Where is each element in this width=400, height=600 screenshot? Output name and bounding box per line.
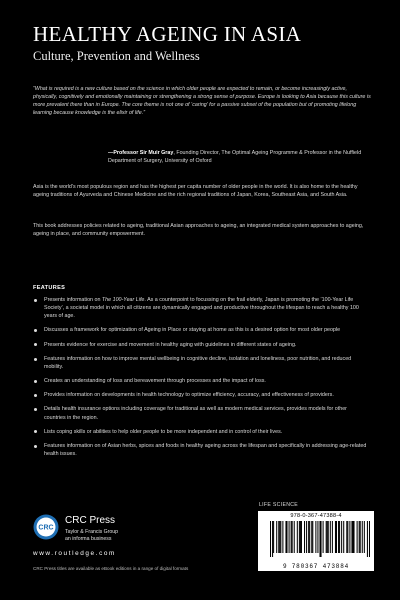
feature-item: Details health insurance options including coverage for traditional as well as modern medical services, provides models for other countries in the region. xyxy=(33,405,369,421)
barcode-bar xyxy=(330,521,331,553)
publisher-group: Taylor & Francis Group xyxy=(65,529,119,535)
publisher-tagline: an informa business xyxy=(65,536,112,542)
description-paragraph-1: Asia is the world’s most populous region and has the highest per capita number of older people in the world. It is also home to the healthy ageing traditions of Ayurveda and Chinese Medicine and the rich regional traditions of Japan, Korea, Southeast Asia, and South Asia. xyxy=(33,184,358,199)
barcode-bar xyxy=(367,521,368,557)
publisher-website[interactable]: www.routledge.com xyxy=(33,550,116,557)
barcode-bar xyxy=(292,521,293,553)
barcode-bar xyxy=(362,521,363,553)
barcode-bar xyxy=(317,521,318,553)
barcode-bar xyxy=(369,521,370,557)
feature-item: Provides information on developments in health technology to optimize efficiency, accuracy, and effectiveness of providers. xyxy=(33,391,369,399)
barcode-bar xyxy=(306,521,307,553)
barcode-bar xyxy=(289,521,290,553)
quote-attribution xyxy=(108,150,373,165)
barcode-bar xyxy=(285,521,286,553)
barcode-bar xyxy=(327,521,328,553)
feature-text-prefix: Presents information on xyxy=(44,297,102,303)
barcode-bar xyxy=(336,521,337,553)
barcode-bar xyxy=(301,521,302,553)
barcode-bar xyxy=(357,521,358,553)
barcode-bar xyxy=(359,521,360,553)
quote-affiliation: , Founding Director, The Optimal Ageing Programme & Professor in the Nuffield Department of Surgery, University of Oxford xyxy=(108,150,362,164)
barcode-bar xyxy=(343,521,344,553)
barcode-bar xyxy=(351,521,352,553)
crc-press-logo-icon xyxy=(33,514,59,540)
features-heading: FEATURES xyxy=(33,285,66,291)
barcode-bar xyxy=(360,521,361,553)
category-label: LIFE SCIENCE xyxy=(259,502,299,508)
barcode-bar xyxy=(323,521,324,553)
feature-item: Presents evidence for exercise and movement in healthy aging with guidelines in different states of ageing. xyxy=(33,341,369,349)
barcode-bar xyxy=(319,521,320,557)
feature-item: Features information on of Asian herbs, spices and foods in healthy ageing across the lifespan and specifically in addressing age-related health issues. xyxy=(33,442,369,458)
barcode-bar xyxy=(346,521,347,553)
barcode-bar xyxy=(349,521,350,553)
book-title: HEALTHY AGEING IN ASIA xyxy=(33,22,302,46)
barcode-bar xyxy=(282,521,283,553)
barcode-bar xyxy=(341,521,342,553)
barcode-bar xyxy=(280,521,281,553)
feature-item: Discusses a framework for optimization of Ageing in Place or staying at home as this is a desired option for most older people xyxy=(33,326,369,334)
description-paragraph-2: This book addresses policies related to ageing, traditional Asian approaches to ageing, an integrated medical system approaches to ageing, ageing in place, and community empowerment. xyxy=(33,223,364,238)
barcode-bar xyxy=(354,521,355,553)
barcode-bar xyxy=(278,521,279,553)
barcode-icon xyxy=(270,521,370,562)
barcode-bar xyxy=(291,521,292,553)
isbn-number: 978-0-367-47388-4 xyxy=(290,513,342,519)
endorsement-quote: “What is required is a new culture based on the science in which older people are expected to remain, or become increasingly active, physically, cognitively and emotionally maintaining or strengthening a strong sense of purpose. Europe is looking to Asia because this culture is more prevalent there than in Europe. The core theme is not one of ‘caring’ for a passive subset of the population but of promoting lifelong learning because knowledge is the elixir of life.” xyxy=(33,86,371,116)
book-subtitle: Culture, Prevention and Wellness xyxy=(33,49,200,63)
barcode-bar xyxy=(299,521,300,553)
feature-book-reference: The 100-Year Life xyxy=(101,297,145,303)
barcode-bar xyxy=(338,521,339,553)
features-list xyxy=(33,296,369,464)
feature-item: Creates an understanding of loss and bereavement through processes and the impact of loss. xyxy=(33,377,369,385)
barcode-bar xyxy=(315,521,316,553)
barcode-bar xyxy=(364,521,365,553)
barcode-bar xyxy=(311,521,312,553)
ebook-footnote: CRC Press titles are available as eBook editions in a range of digital formats xyxy=(33,566,189,571)
barcode-bar xyxy=(300,521,301,553)
barcode-bar xyxy=(297,521,298,553)
barcode-bar xyxy=(276,521,277,553)
isbn-barcode-digits: 9 780367 473884 xyxy=(282,563,349,570)
barcode-bar xyxy=(304,521,305,553)
feature-item xyxy=(33,296,369,320)
barcode-bar xyxy=(339,521,340,553)
publisher-name: CRC Press xyxy=(65,515,116,526)
feature-text-suffix: . As a counterpoint to focussing on the frail elderly, Japan is promoting the ‘100-Year Life Society’, a societal model in which all citizens are dynamically engaged and productive throughout the lifespan to reach a healthy 100 years of age. xyxy=(44,297,359,320)
barcode-bar xyxy=(326,521,327,553)
barcode-bar xyxy=(286,521,287,553)
barcode-bar xyxy=(294,521,295,553)
barcode-bar xyxy=(309,521,310,553)
barcode-bar xyxy=(347,521,348,553)
barcode-bar xyxy=(328,521,329,553)
barcode-bar xyxy=(335,521,336,553)
barcode-bar xyxy=(321,521,322,557)
barcode-bar xyxy=(308,521,309,553)
barcode-bar xyxy=(332,521,333,553)
barcode-bar xyxy=(279,521,280,553)
barcode-bar xyxy=(312,521,313,553)
barcode-bar xyxy=(270,521,271,557)
quote-author: —Professor Sir Muir Gray xyxy=(108,150,174,156)
isbn-barcode xyxy=(258,511,374,571)
barcode-bar xyxy=(273,521,274,553)
feature-item: Features information on how to improve mental wellbeing in cognitive decline, isolation and loneliness, poor nutrition, and reduced mobility. xyxy=(33,355,369,371)
feature-item: Lists coping skills or abilities to help older people to be more independent and in control of their lives. xyxy=(33,428,369,436)
logo-text: CRC xyxy=(38,524,54,532)
barcode-bar xyxy=(352,521,353,553)
barcode-bar xyxy=(272,521,273,557)
